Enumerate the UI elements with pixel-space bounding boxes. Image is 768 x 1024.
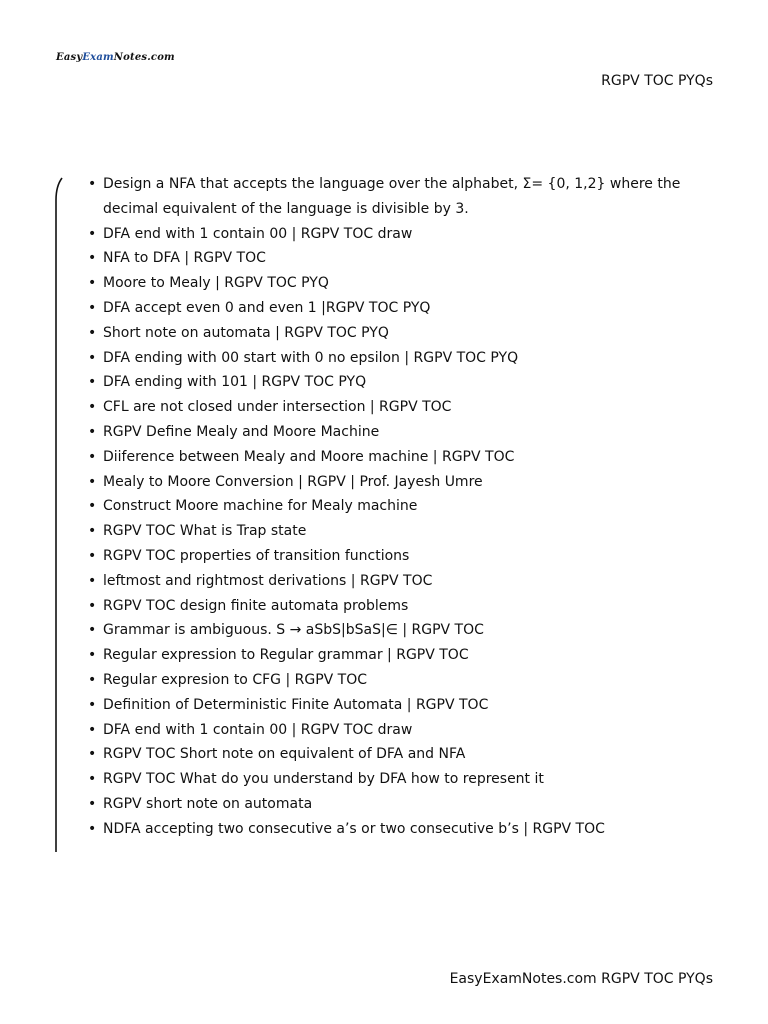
list-item: • Design a NFA that accepts the language over the alphabet, Σ= {0, 1,2} where the decimal equivalent of the language is divisible by 3. (103, 172, 703, 222)
list-item: • RGPV TOC What is Trap state (103, 519, 703, 544)
list-item: • Construct Moore machine for Mealy machine (103, 494, 703, 519)
list-item: • DFA end with 1 contain 00 | RGPV TOC draw (103, 222, 703, 247)
list-item: • Short note on automata | RGPV TOC PYQ (103, 321, 703, 346)
page-footer: EasyExamNotes.com RGPV TOC PYQs (449, 971, 713, 987)
list-item: • RGPV TOC Short note on equivalent of DFA and NFA (103, 742, 703, 767)
question-list (103, 172, 703, 842)
list-item: • Grammar is ambiguous. S → aSbS|bSaS|∈ | RGPV TOC (103, 618, 703, 643)
list-item: • Regular expression to Regular grammar | RGPV TOC (103, 643, 703, 668)
list-item: • CFL are not closed under intersection | RGPV TOC (103, 395, 703, 420)
list-item: • Mealy to Moore Conversion | RGPV | Prof. Jayesh Umre (103, 470, 703, 495)
list-item: • RGPV TOC What do you understand by DFA how to represent it (103, 767, 703, 792)
list-item: • RGPV TOC properties of transition functions (103, 544, 703, 569)
list-item: • NFA to DFA | RGPV TOC (103, 246, 703, 271)
list-item: • NDFA accepting two consecutive a’s or two consecutive b’s | RGPV TOC (103, 817, 703, 842)
list-item: • DFA end with 1 contain 00 | RGPV TOC draw (103, 718, 703, 743)
logo-part-exam: Exam (82, 52, 114, 63)
left-bracket-line (52, 176, 66, 852)
list-item: • DFA accept even 0 and even 1 |RGPV TOC PYQ (103, 296, 703, 321)
list-item: • DFA ending with 101 | RGPV TOC PYQ (103, 370, 703, 395)
list-item: • RGPV short note on automata (103, 792, 703, 817)
list-item: • Diiference between Mealy and Moore machine | RGPV TOC (103, 445, 703, 470)
page-header-title: RGPV TOC PYQs (601, 73, 713, 89)
site-logo (56, 52, 175, 63)
list-item: • leftmost and rightmost derivations | RGPV TOC (103, 569, 703, 594)
list-item: • RGPV Define Mealy and Moore Machine (103, 420, 703, 445)
list-item: • Definition of Deterministic Finite Automata | RGPV TOC (103, 693, 703, 718)
logo-part-easy: Easy (56, 52, 83, 63)
list-item: • Moore to Mealy | RGPV TOC PYQ (103, 271, 703, 296)
list-item: • Regular expresion to CFG | RGPV TOC (103, 668, 703, 693)
list-item: • DFA ending with 00 start with 0 no epsilon | RGPV TOC PYQ (103, 346, 703, 371)
logo-part-notes: Notes.com (113, 52, 175, 63)
list-item: • RGPV TOC design finite automata problems (103, 594, 703, 619)
